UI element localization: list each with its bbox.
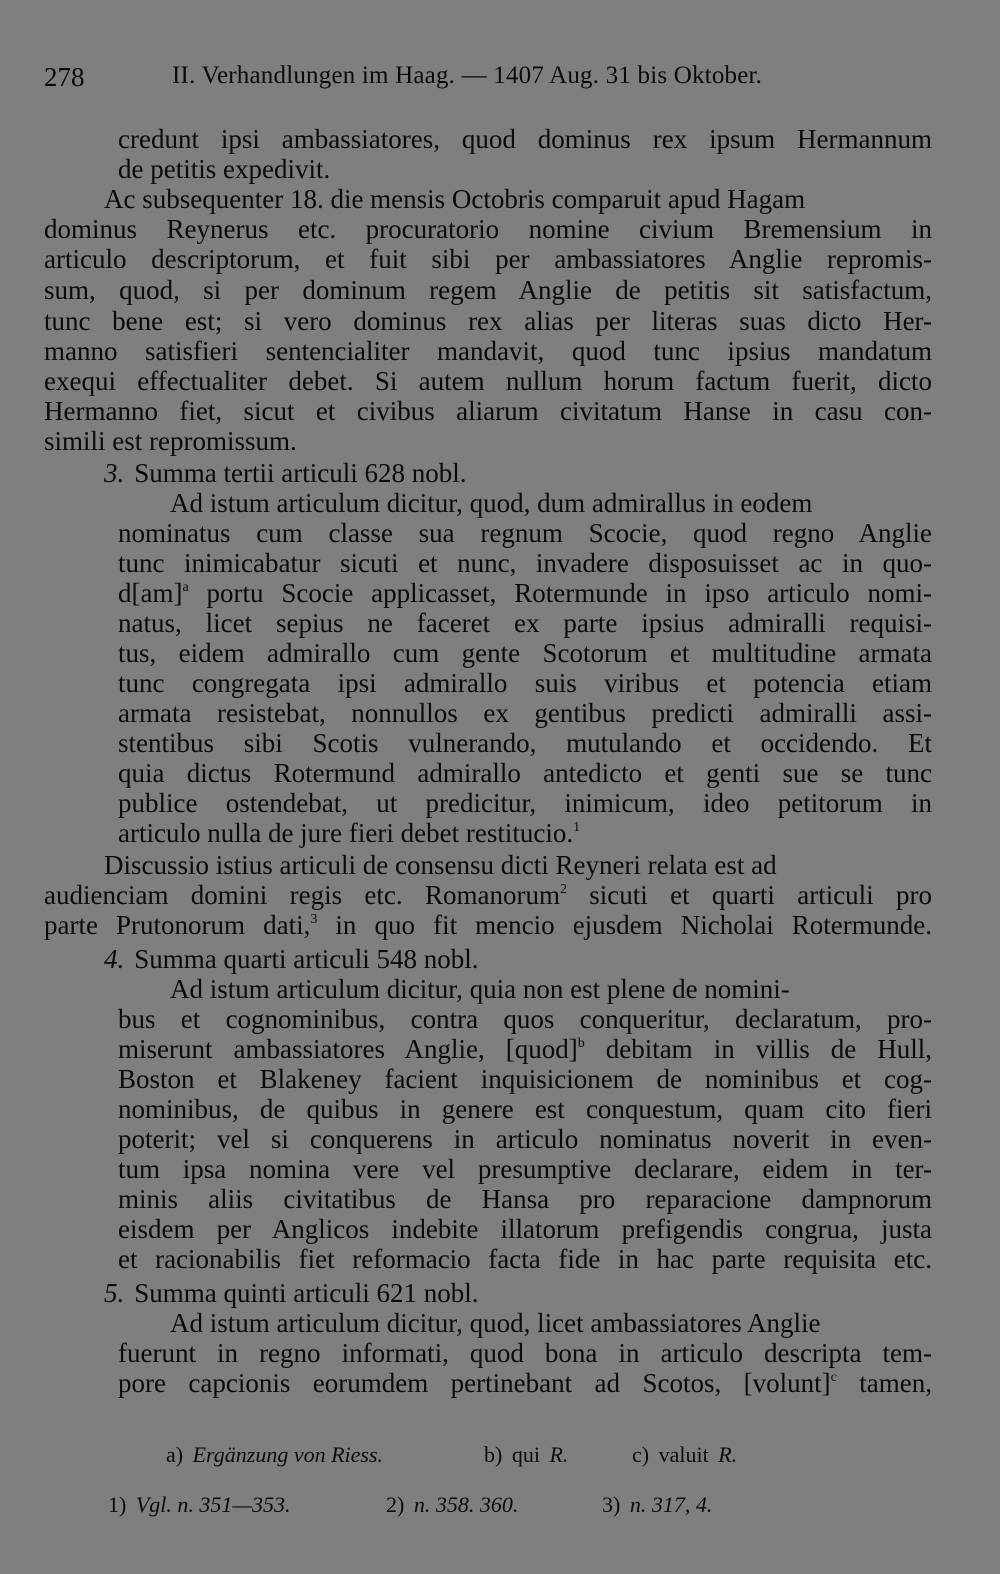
text-line: audienciam domini regis etc. Romanorum$^2$ sicuti et quarti articuli pro — [44, 880, 932, 910]
text-line: poterit; vel si conquerens in articulo nominatus noverit in even- — [118, 1124, 932, 1154]
section-number: 5. — [104, 1278, 125, 1308]
section-number: 4. — [104, 944, 125, 974]
text-line: tus, eidem admirallo cum gente Scotorum et multitudine armata — [118, 638, 932, 668]
text-line: miserunt ambassiatores Anglie, [quod]$^b$ debitam in villis de Hull, — [118, 1034, 932, 1064]
footnote-2: 2) n. 358. 360. — [386, 1492, 519, 1517]
text-line: exequi effectualiter debet. Si autem nullum horum factum fuerit, dicto — [44, 366, 932, 396]
text-line: dominus Reynerus etc. procuratorio nomine civium Bremensium in — [44, 214, 932, 244]
footnote-ref-a: a — [182, 580, 189, 595]
text-line: Ad istum articulum dicitur, quod, licet ambassiatores Anglie — [170, 1308, 821, 1338]
section-heading — [104, 1278, 478, 1308]
footnote-3: 3) n. 317, 4. — [602, 1492, 713, 1517]
text-line: Boston et Blakeney facient inquisicionem de nominibus et cog- — [118, 1064, 932, 1094]
text-line: Ad istum articulum dicitur, quod, dum admirallus in eodem — [170, 488, 813, 518]
text-line: nominibus, de quibus in genere est conquestum, quam cito fieri — [118, 1094, 932, 1124]
text-line: natus, licet sepius ne faceret ex parte ipsius admiralli requisi- — [118, 608, 932, 638]
section-number: 3. — [104, 458, 125, 488]
text-line: parte Prutonorum dati,$^3$ in quo fit mencio ejusdem Nicholai Rotermunde. — [44, 910, 932, 940]
text-line: tum ipsa nomina vere vel presumptive declarare, eidem in ter- — [118, 1154, 932, 1184]
text-line: articulo descriptorum, et fuit sibi per ambassiatores Anglie repromis- — [44, 244, 932, 274]
text-line: fuerunt in regno informati, quod bona in articulo descripta tem- — [118, 1338, 932, 1368]
text-line: credunt ipsi ambassiatores, quod dominus rex ipsum Hermannum — [118, 124, 932, 154]
footnote-ref-c: c — [830, 1370, 837, 1385]
footnote-ref-1: 1 — [573, 820, 581, 835]
section-heading — [104, 944, 478, 974]
text-line: tunc congregata ipsi admirallo suis viribus et potencia etiam — [118, 668, 932, 698]
text-line: sum, quod, si per dominum regem Anglie de petitis sit satisfactum, — [44, 275, 932, 305]
running-title: II. Verhandlungen im Haag. — 1407 Aug. 31 bis Oktober. — [172, 62, 763, 89]
section-title: Summa quinti articuli 621 nobl. — [134, 1278, 479, 1308]
footnote-ref-3: 3 — [310, 912, 318, 927]
text-line: eisdem per Anglicos indebite illatorum prefigendis congrua, justa — [118, 1214, 932, 1244]
section-heading — [104, 458, 466, 488]
text-line: Discussio istius articuli de consensu dicti Reyneri relata est ad — [104, 850, 777, 880]
footnote-ref-b: b — [577, 1036, 585, 1051]
text-line: minis aliis civitatibus de Hansa pro reparacione dampnorum — [118, 1184, 932, 1214]
text-line: pore capcionis eorumdem pertinebant ad Scotos, [volunt]$^c$ tamen, — [118, 1368, 932, 1398]
page-header — [44, 60, 930, 94]
footnote-1: 1) Vgl. n. 351—353. — [108, 1492, 291, 1517]
text-line: quia dictus Rotermund admirallo antedicto et genti sue se tunc — [118, 758, 932, 788]
text-line: simili est repromissum. — [44, 426, 297, 456]
footnote-c: c) valuit R. — [632, 1442, 738, 1467]
footnote-a: a) Ergänzung von Riess. — [166, 1442, 384, 1467]
text-line: Hermanno fiet, sicut et civibus aliarum civitatum Hanse in casu con- — [44, 396, 932, 426]
text-line: nominatus cum classe sua regnum Scocie, quod regno Anglie — [118, 518, 932, 548]
text-line: de petitis expedivit. — [118, 154, 331, 184]
text-line: publice ostendebat, ut predicitur, inimicum, ideo petitorum in — [118, 788, 932, 818]
text-line: d[am]$^a$ portu Scocie applicasset, Rotermunde in ipso articulo nomi- — [118, 578, 932, 608]
footnote-b: b) qui R. — [484, 1442, 569, 1467]
footnote-ref-2: 2 — [559, 882, 567, 897]
text-line: articulo nulla de jure fieri debet restitucio.$^1$ — [118, 818, 581, 848]
text-line: tunc bene est; si vero dominus rex alias per literas suas dicto Her- — [44, 306, 932, 336]
section-title: Summa quarti articuli 548 nobl. — [134, 944, 479, 974]
text-line: Ac subsequenter 18. die mensis Octobris comparuit apud Hagam — [104, 184, 806, 214]
text-line: bus et cognominibus, contra quos conqueritur, declaratum, pro- — [118, 1004, 932, 1034]
text-line: armata resistebat, nonnullos ex gentibus predicti admiralli assi- — [118, 698, 932, 728]
page-number: 278 — [44, 62, 85, 92]
text-line: tunc inimicabatur sicuti et nunc, invadere disposuisset ac in quo- — [118, 548, 932, 578]
text-line: manno satisfieri sentencialiter mandavit, quod tunc ipsius mandatum — [44, 336, 932, 366]
text-line: Ad istum articulum dicitur, quia non est plene de nomini- — [170, 974, 790, 1004]
section-title: Summa tertii articuli 628 nobl. — [134, 458, 467, 488]
text-line: stentibus sibi Scotis vulnerando, mutulando et occidendo. Et — [118, 728, 932, 758]
text-line: et racionabilis fiet reformacio facta fide in hac parte requisita etc. — [118, 1244, 932, 1274]
